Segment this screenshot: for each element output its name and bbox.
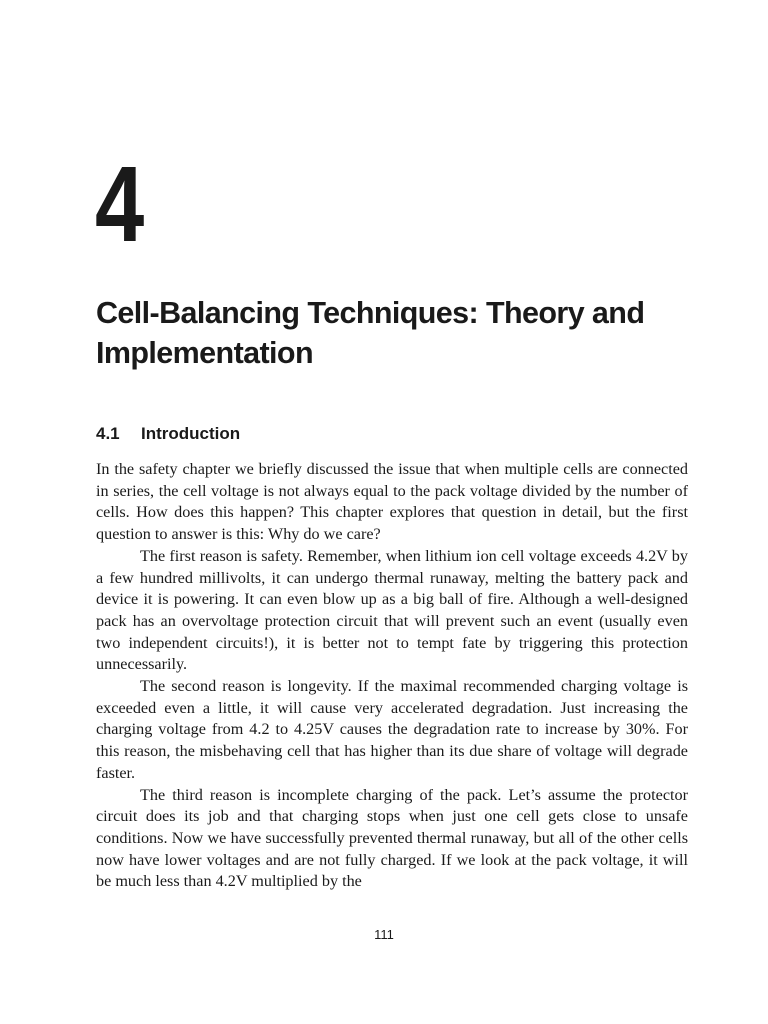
paragraph: The third reason is incomplete charging of the pack. Let’s assume the protector circuit does its job and that charging stops when just one cell gets close to unsafe conditions. Now we have successfully prevented thermal runaway, but all of the other cells now have lower voltages and are not fully charged. If we look at the pack voltage, it will be much less than 4.2V multiplied by the: [96, 785, 688, 891]
section-heading: [96, 423, 240, 445]
paragraph: The second reason is longevity. If the maximal recommended charging voltage is exceeded even a little, it will cause very accelerated degradation. Just increasing the charging voltage from 4.2 to 4.25V causes the degradation rate to increase by 30%. For this reason, the misbehaving cell that has higher than its due share of voltage will degrade faster.: [96, 677, 688, 782]
chapter-title: Cell-Balancing Techniques: Theory and Implementation: [96, 296, 645, 370]
section-title: Introduction: [141, 424, 241, 443]
page-number: 111: [374, 927, 394, 942]
section-number: 4.1: [96, 424, 120, 443]
paragraph: In the safety chapter we briefly discussed the issue that when multiple cells are connected in series, the cell voltage is not always equal to the pack voltage divided by the number of cells. How does this happen? This chapter explores that question in detail, but the first question to answer is this: Why do we care?: [96, 460, 688, 544]
body-text: [96, 459, 688, 893]
paragraph: The first reason is safety. Remember, when lithium ion cell voltage exceeds 4.2V by a few hundred millivolts, it can undergo thermal runaway, melting the battery pack and device it is powering. It can even blow up as a big ball of fire. Although a well-designed pack has an overvoltage protection circuit that will prevent such an event (usually even two independent circuits!), it is better not to tempt fate by triggering this protection unnecessarily.: [96, 546, 688, 674]
chapter-number: 4: [95, 143, 143, 264]
